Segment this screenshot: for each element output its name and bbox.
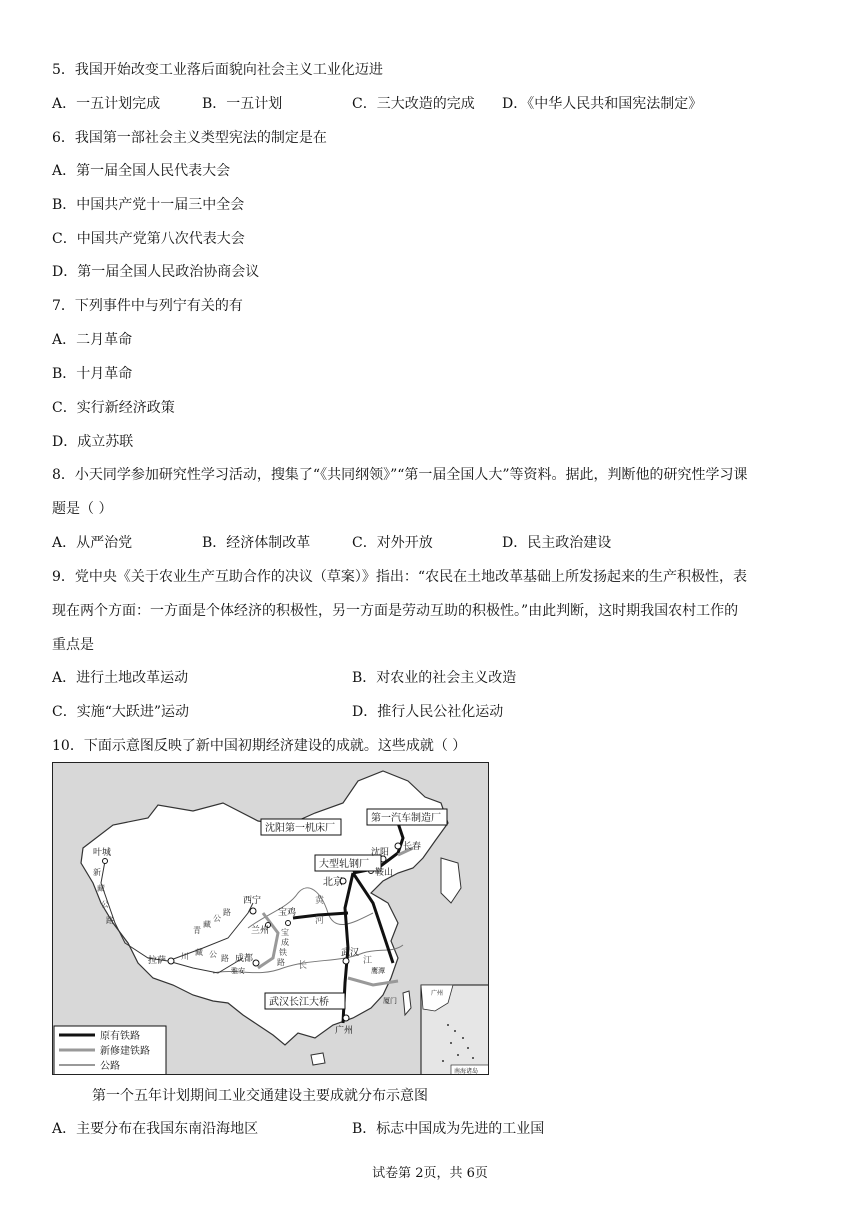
q10-option-a[interactable]: A．主要分布在我国东南沿海地区 [52,1121,259,1137]
hainan-island [311,1053,325,1065]
inset-city-label: 广州 [431,990,444,997]
q5-option-a[interactable]: A．一五计划完成 [52,96,161,112]
q10-stem: 10．下面示意图反映了新中国初期经济建设的成就。这些成就（ ） [52,738,467,754]
road-label: 藏 [97,884,105,893]
facility-label: 沈阳第一机床厂 [265,823,335,834]
q8-option-a[interactable]: A．从严治党 [52,535,133,551]
q5-option-b[interactable]: B．一五计划 [202,96,283,112]
q7-option-d[interactable]: D．成立苏联 [52,434,134,450]
city-dot [343,958,349,964]
city-label: 雅安 [231,967,245,975]
city-label: 宝鸡 [278,908,297,918]
road-label: 青 [193,926,201,935]
q6-option-c[interactable]: C．中国共产党第八次代表大会 [52,231,245,247]
q9-option-c[interactable]: C．实施“大跃进”运动 [52,704,190,720]
q9-stem-line-1: 9．党中央《关于农业生产互助合作的决议（草案）》指出：“农民在土地改革基础上所发扬起来的生产积极性，表 [52,569,748,585]
city-label: 广州 [335,1026,354,1036]
city-label: 拉萨 [148,956,167,966]
road-label: 路 [223,908,231,917]
city-label: 成都 [235,954,254,964]
q9-stem-line-2: 现在两个方面：一方面是个体经济的积极性，另一方面是劳动互助的积极性。”由此判断，这时期我国农村工作的 [52,603,739,619]
river-label: 河 [315,916,325,926]
q8-option-d[interactable]: D．民主政治建设 [502,535,612,551]
legend-new-railway: 新修建铁路 [100,1046,150,1057]
q10-option-b[interactable]: B．标志中国成为先进的工业国 [352,1121,545,1137]
q7-stem: 7．下列事件中与列宁有关的有 [52,298,243,314]
q8-option-b[interactable]: B．经济体制改革 [202,535,311,551]
south-china-sea-inset [421,985,489,1075]
facility-label: 大型轧钢厂 [319,859,369,870]
q9-option-d[interactable]: D．推行人民公社化运动 [352,704,504,720]
q8-stem-line-1: 8．小天同学参加研究性学习活动，搜集了“《共同纲领》”“第一届全国人大”等资料。据此，判断他的研究性学习课 [52,467,748,483]
facility-label: 第一汽车制造厂 [371,813,441,824]
road-label: 公 [209,950,217,959]
q5-stem: 5．我国开始改变工业落后面貌向社会主义工业化迈进 [52,62,383,78]
q9-option-a[interactable]: A．进行土地改革运动 [52,670,189,686]
road-label: 路 [221,954,229,963]
river-label: 长 [298,961,308,971]
city-dot [103,859,108,864]
q8-stem-line-2: 题是（ ） [52,501,113,517]
road-label: 川 [181,952,189,961]
city-dot [286,921,291,926]
q6-option-a[interactable]: A．第一届全国人民代表大会 [52,163,231,179]
road-label: 藏 [203,920,211,929]
legend-highway: 公路 [100,1061,120,1072]
map-legend [54,1026,166,1075]
q8-option-c[interactable]: C．对外开放 [352,535,433,551]
inset-label: 南海诸岛 [454,1068,479,1075]
city-dot [343,1015,349,1021]
q6-stem: 6．我国第一部社会主义类型宪法的制定是在 [52,130,327,146]
city-dot [168,958,174,964]
q6-option-b[interactable]: B．中国共产党十一届三中全会 [52,197,245,213]
q9-stem-line-3: 重点是 [52,637,94,653]
map-caption: 第一个五年计划期间工业交通建设主要成就分布示意图 [92,1088,428,1104]
city-label: 鞍山 [375,868,394,878]
q5-option-c[interactable]: C．三大改造的完成 [352,96,475,112]
city-label: 沈阳 [371,848,390,858]
road-label: 铁 [279,948,287,957]
river-label: 黄 [315,896,325,906]
q7-option-a[interactable]: A．二月革命 [52,332,133,348]
city-label: 长春 [403,842,422,852]
city-label: 厦门 [383,997,397,1005]
city-label: 西宁 [243,896,262,906]
road-label: 路 [277,958,285,967]
q6-option-d[interactable]: D．第一届全国人民政治协商会议 [52,264,260,280]
road-label: 新 [93,868,101,877]
city-label: 北京 [323,877,343,888]
city-dot [250,908,256,914]
facility-label: 武汉长江大桥 [269,997,329,1008]
road-label: 宝 [281,928,289,937]
q7-option-b[interactable]: B．十月革命 [52,366,133,382]
city-label: 叶城 [93,848,112,858]
city-label: 鹰潭 [371,967,385,975]
river-label: 江 [363,956,373,966]
q7-option-c[interactable]: C．实行新经济政策 [52,400,175,416]
legend-existing-railway: 原有铁路 [100,1031,140,1042]
road-label: 路 [106,916,114,925]
page-footer: 试卷第 2页，共 6页 [372,1166,488,1181]
road-label: 藏 [195,948,203,957]
city-label: 兰州 [251,926,270,936]
road-label: 成 [281,938,289,947]
city-label: 武汉 [341,948,360,958]
road-label: 公 [213,914,221,923]
china-map-figure [52,762,489,1075]
city-dot [253,960,259,966]
city-dot [395,843,401,849]
road-label: 公 [101,900,109,909]
q5-option-d[interactable]: D．《中华人民共和国宪法制定》 [502,96,703,112]
q9-option-b[interactable]: B．对农业的社会主义改造 [352,670,517,686]
